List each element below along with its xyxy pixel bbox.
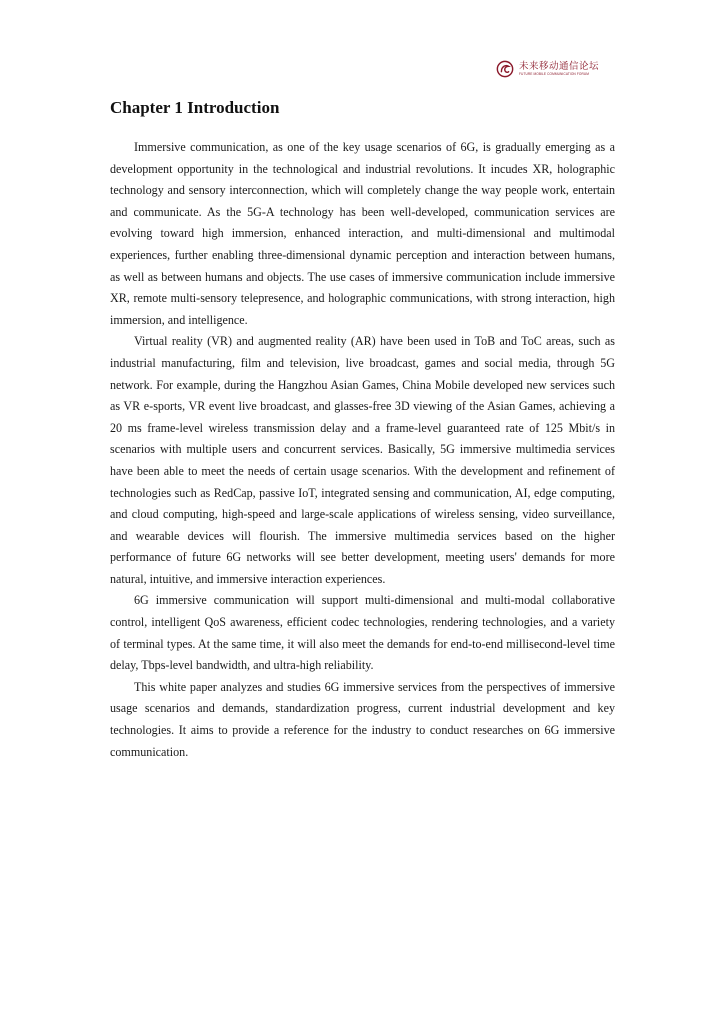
chapter-title: Chapter 1 Introduction bbox=[110, 98, 280, 117]
forum-logo bbox=[496, 60, 599, 78]
forum-logo-icon bbox=[496, 60, 514, 78]
chapter-body bbox=[110, 137, 615, 763]
paragraph: Virtual reality (VR) and augmented reality (AR) have been used in ToB and ToC areas, such as industrial manufacturing, film and television, live broadcast, games and social media, through 5G network. For example, during the Hangzhou Asian Games, China Mobile developed new services such as VR e-sports, VR event live broadcast, and glasses-free 3D viewing of the Asian Games, achieving a 20 ms frame-level wireless transmission delay and a frame-level guaranteed rate of 125 Mbit/s in scenarios with multiple users and concurrent services. Basically, 5G immersive multimedia services have been able to meet the needs of certain usage scenarios. With the development and refinement of technologies such as RedCap, passive IoT, integrated sensing and communication, AI, edge computing, and cloud computing, high-speed and large-scale applications of wireless sensing, video surveillance, and wearable devices will flourish. The immersive multimedia services based on the higher performance of future 6G networks will see better development, meeting users' demands for more natural, intuitive, and immersive interaction experiences. bbox=[110, 334, 615, 586]
logo-text bbox=[519, 62, 599, 77]
logo-chinese-name: 未来移动通信论坛 bbox=[519, 60, 600, 72]
paragraph: This white paper analyzes and studies 6G immersive services from the perspectives of immersive usage scenarios and demands, standardization progress, current industrial development and key technologies. It aims to provide a reference for the industry to conduct researches on 6G immersive communication. bbox=[110, 679, 615, 759]
logo-english-name: FUTURE MOBILE COMMUNICATION FORUM bbox=[519, 72, 589, 77]
paragraph: Immersive communication, as one of the key usage scenarios of 6G, is gradually emerging as a development opportunity in the technological and industrial revolutions. It incudes XR, holographic technology and sensory interconnection, which will completely change the way people work, entertain and communicate. As the 5G-A technology has been well-developed, communication services are evolving toward high immersion, enhanced interaction, and multi-dimensional and multimodal experiences, further enabling three-dimensional dynamic perception and interaction between humans, as well as between humans and objects. The use cases of immersive communication include immersive XR, remote multi-sensory telepresence, and holographic communications, with strong interaction, high immersion, and intelligence. bbox=[110, 140, 615, 327]
paragraph: 6G immersive communication will support multi-dimensional and multi-modal collaborative control, intelligent QoS awareness, efficient codec technologies, rendering technologies, and a variety of terminal types. At the same time, it will also meet the demands for end-to-end millisecond-level time delay, Tbps-level bandwidth, and ultra-high reliability. bbox=[110, 593, 615, 673]
